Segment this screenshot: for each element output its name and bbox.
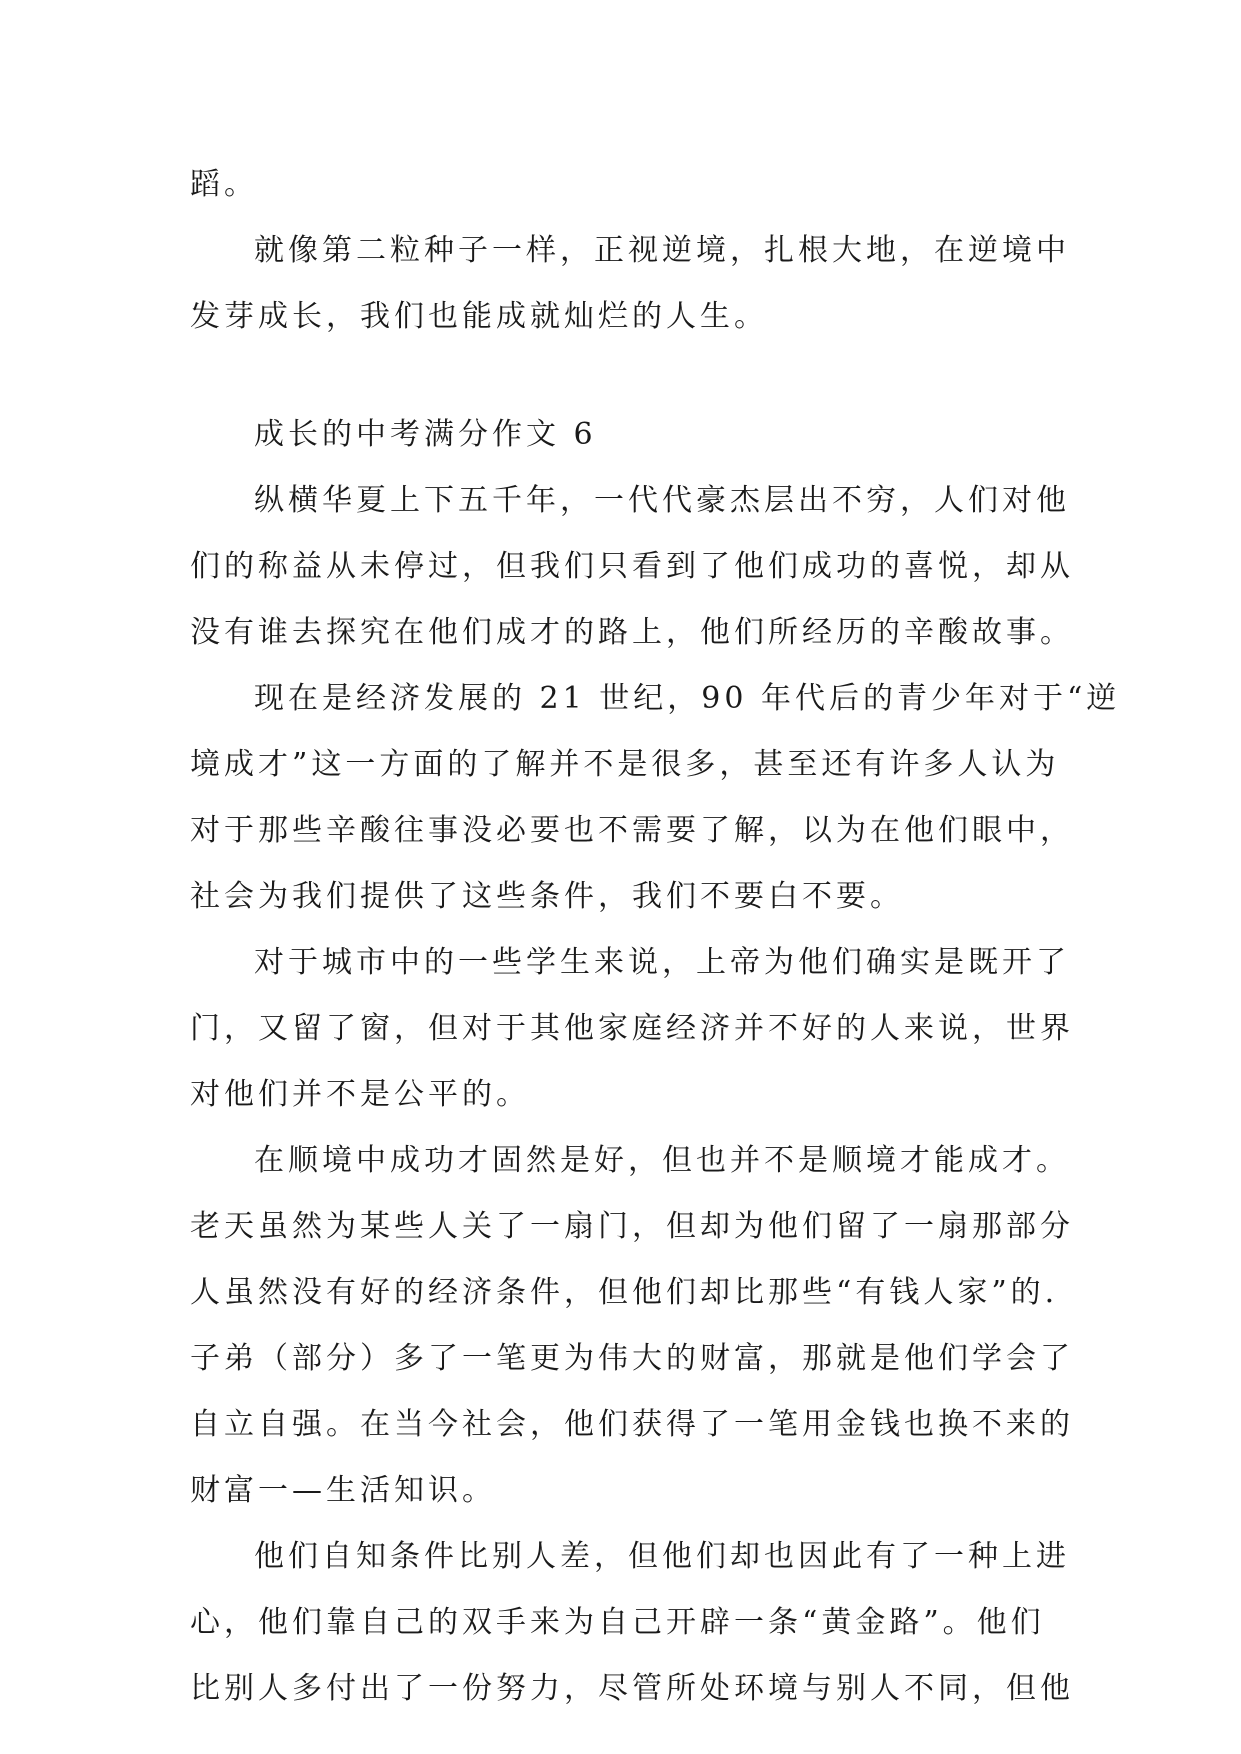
text-line: 财富一—生活知识。 (190, 1473, 496, 1508)
section-heading: 成长的中考满分作文 6 (254, 417, 597, 452)
text-line: 子弟（部分）多了一笔更为伟大的财富，那就是他们学会了 (190, 1341, 1074, 1376)
paragraph-start-line: 对于城市中的一些学生来说，上帝为他们确实是既开了 (254, 945, 1070, 980)
paragraph-start-line: 纵横华夏上下五千年，一代代豪杰层出不穷，人们对他 (254, 483, 1070, 518)
text-line: 比别人多付出了一份努力，尽管所处环境与别人不同，但他 (190, 1671, 1074, 1706)
paragraph-start-line: 就像第二粒种子一样，正视逆境，扎根大地，在逆境中 (254, 233, 1070, 268)
text-line: 社会为我们提供了这些条件，我们不要白不要。 (190, 879, 904, 914)
text-line: 对他们并不是公平的。 (190, 1077, 530, 1112)
paragraph-start-line: 在顺境中成功才固然是好，但也并不是顺境才能成才。 (254, 1143, 1070, 1178)
text-line: 对于那些辛酸往事没必要也不需要了解，以为在他们眼中， (190, 813, 1074, 848)
text-line: 蹈。 (190, 167, 258, 202)
text-line: 心，他们靠自己的双手来为自己开辟一条“黄金路”。他们 (190, 1605, 1045, 1640)
text-line: 们的称益从未停过，但我们只看到了他们成功的喜悦，却从 (190, 549, 1074, 584)
text-line: 没有谁去探究在他们成才的路上，他们所经历的辛酸故事。 (190, 615, 1074, 650)
text-line: 发芽成长，我们也能成就灿烂的人生。 (190, 299, 768, 334)
document-body (190, 152, 1121, 1722)
section-gap (190, 350, 1070, 402)
text-line: 门，又留了窗，但对于其他家庭经济并不好的人来说，世界 (190, 1011, 1074, 1046)
text-line: 自立自强。在当今社会，他们获得了一笔用金钱也换不来的 (190, 1407, 1074, 1442)
paragraph-start-line: 他们自知条件比别人差，但他们却也因此有了一种上进 (254, 1539, 1070, 1574)
text-line: 人虽然没有好的经济条件，但他们却比那些“有钱人家”的. (190, 1275, 1059, 1310)
text-line: 境成才”这一方面的了解并不是很多，甚至还有许多人认为 (190, 747, 1060, 782)
paragraph-start-line: 现在是经济发展的 21 世纪，90 年代后的青少年对于“逆 (254, 681, 1121, 716)
text-line: 老天虽然为某些人关了一扇门，但却为他们留了一扇那部分 (190, 1209, 1074, 1244)
